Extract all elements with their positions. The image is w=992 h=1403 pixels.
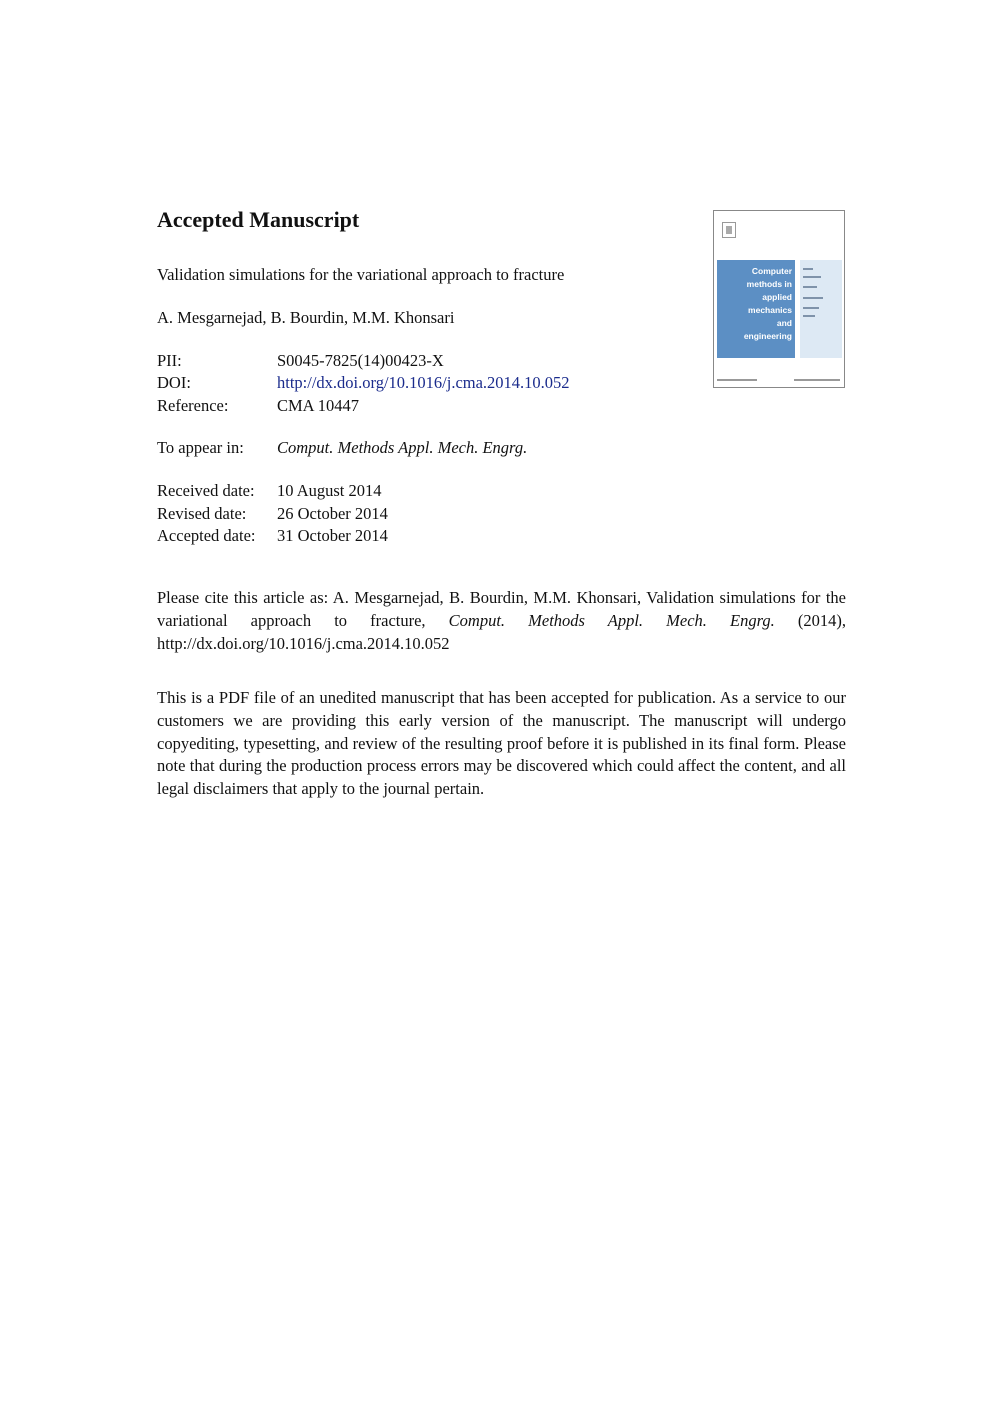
- cover-side-line: [803, 315, 815, 317]
- doi-link[interactable]: http://dx.doi.org/10.1016/j.cma.2014.10.052: [277, 373, 570, 392]
- doi-row: [157, 373, 570, 393]
- revised-row: [157, 504, 388, 524]
- reference-label: Reference:: [157, 396, 229, 415]
- cover-side-line: [803, 276, 821, 278]
- received-row: [157, 481, 382, 501]
- appear-in-row: [157, 438, 527, 458]
- revised-label: Revised date:: [157, 504, 247, 523]
- journal-cover-thumbnail: [713, 210, 845, 388]
- accepted-row: [157, 526, 388, 546]
- doi-label: DOI:: [157, 373, 191, 392]
- cover-side-line: [803, 307, 819, 309]
- cover-side-line: [803, 297, 823, 299]
- revised-value: 26 October 2014: [277, 504, 388, 523]
- citation-journal: Comput. Methods Appl. Mech. Engrg.: [448, 610, 775, 630]
- citation-prefix: Please cite this article as: A. Mesgarnejad, B. Bourdin, M.M. Khonsari, Validation simulations for the variational approach to fracture,: [157, 588, 846, 630]
- appear-in-label: To appear in:: [157, 438, 244, 457]
- notice-paragraph: This is a PDF file of an unedited manuscript that has been accepted for publication. As a service to our customers we are providing this early version of the manuscript. The manuscript will undergo copyediting, typesetting, and review of the resulting proof before it is published in its final form. Please note that during the production process errors may be discovered which could affect the content, and all legal disclaimers that apply to the journal pertain.: [157, 688, 846, 799]
- appear-in-journal: Comput. Methods Appl. Mech. Engrg.: [277, 438, 528, 457]
- publisher-logo-icon: [722, 222, 736, 238]
- accepted-label: Accepted date:: [157, 526, 256, 545]
- reference-value: CMA 10447: [277, 396, 360, 415]
- cover-side-line: [803, 286, 817, 288]
- cover-title: Computer methods in applied mechanics and engineering: [743, 266, 792, 341]
- pii-value: S0045-7825(14)00423-X: [277, 351, 444, 370]
- cover-side-panel: [800, 260, 842, 358]
- cover-footer-line: [717, 379, 757, 381]
- pii-row: [157, 351, 444, 371]
- cover-side-line: [803, 268, 813, 270]
- authors: A. Mesgarnejad, B. Bourdin, M.M. Khonsari: [157, 308, 455, 327]
- article-title: Validation simulations for the variational approach to fracture: [157, 265, 565, 284]
- received-label: Received date:: [157, 481, 255, 500]
- citation-paragraph: [157, 587, 846, 655]
- reference-row: [157, 396, 359, 416]
- cover-footer-line: [794, 379, 840, 381]
- received-value: 10 August 2014: [277, 481, 382, 500]
- page-heading: Accepted Manuscript: [157, 207, 360, 232]
- pii-label: PII:: [157, 351, 182, 370]
- citation-suffix: (2014), http://dx.doi.org/10.1016/j.cma.2014.10.052: [157, 610, 846, 653]
- accepted-value: 31 October 2014: [277, 526, 388, 545]
